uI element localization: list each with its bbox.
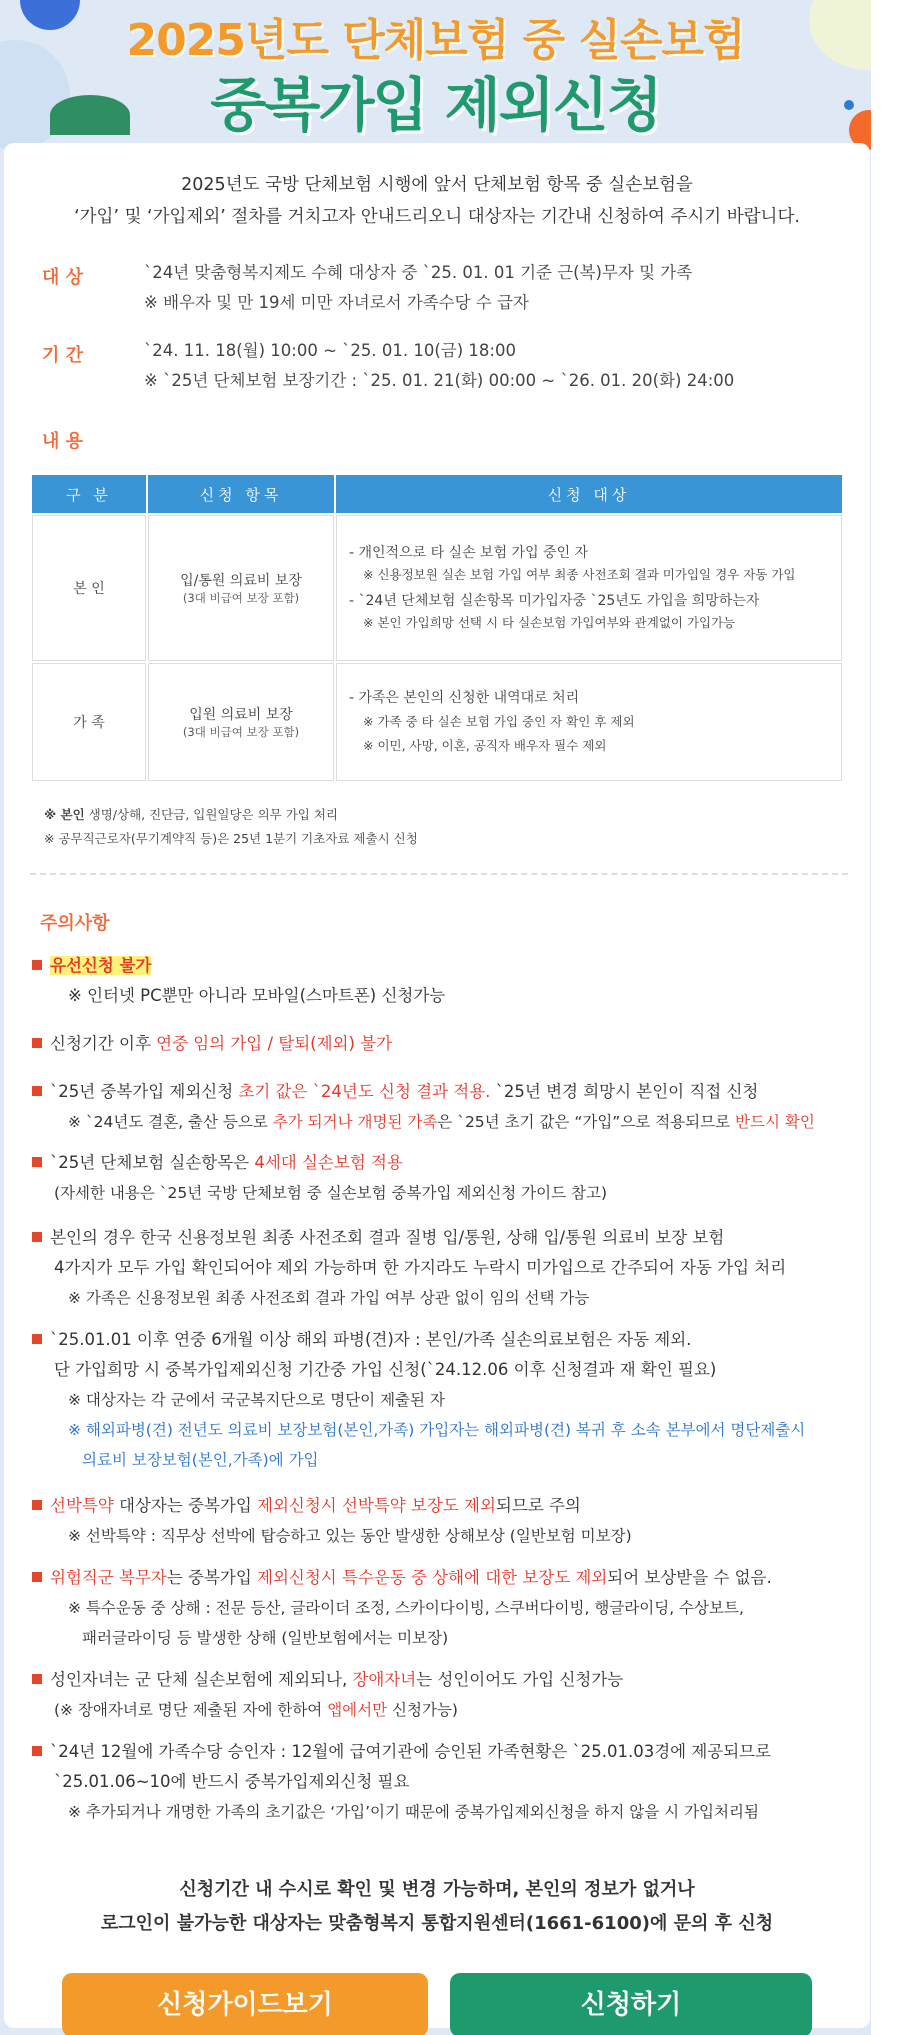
target-note: ※ 신용정보원 실손 보험 가입 여부 최종 사전조회 결과 미가입일 경우 자동 가입 — [363, 567, 796, 582]
caution-3-sub-a: ※ `24년도 결혼, 출산 등으로 — [68, 1113, 273, 1131]
intro-line-2: ‘가입’ 및 ‘가입제외’ 절차를 거치고자 안내드리오니 대상자는 기간내 신청하여 주시기 바랍니다. — [74, 207, 800, 227]
apply-button[interactable]: 신청하기 — [450, 1973, 812, 2035]
caution-3-c: `25년 변경 희망시 본인이 직접 신청 — [490, 1082, 759, 1101]
bullet-icon — [32, 1334, 42, 1344]
caution-10-line-2: `25.01.06~10에 반드시 중복가입제외신청 필요 — [54, 1772, 410, 1791]
caution-8-sub-1: ※ 특수운동 중 상해 : 전문 등산, 글라이더 조정, 스카이다이빙, 스쿠버다이빙, 행글라이딩, 수상보트, — [68, 1599, 744, 1617]
title-line-1: 2025년도 단체보험 중 실손보험 — [126, 15, 745, 66]
caution-9-sub — [32, 1695, 862, 1725]
caution-2-b: 연중 임의 가입 / 탈퇴(제외) 불가 — [156, 1034, 393, 1053]
caution-7-c: 제외신청시 선박특약 보장도 제외 — [257, 1496, 496, 1515]
item-sub: (3대 비급여 보장 포함) — [182, 725, 300, 739]
caution-4-b: 4세대 실손보험 적용 — [254, 1153, 403, 1172]
period-label: 기 간 — [42, 345, 84, 366]
table-row — [32, 515, 842, 661]
guide-button[interactable]: 신청가이드보기 — [62, 1973, 428, 2035]
footer-notice — [4, 1873, 870, 1941]
caution-9-b: 장애자녀 — [352, 1670, 417, 1689]
bullet-icon — [32, 1674, 42, 1684]
caution-3 — [32, 1077, 862, 1137]
divider — [30, 873, 848, 875]
caution-5-sub: ※ 가족은 신용정보원 최종 사전조회 결과 가입 여부 상관 없이 임의 선택 가능 — [68, 1289, 590, 1307]
table-notes — [44, 803, 418, 851]
caution-8-c: 제외신청시 특수운동 중 상해에 대한 보장도 제외 — [257, 1568, 608, 1587]
table-row — [32, 663, 842, 781]
item-sub: (3대 비급여 보장 포함) — [182, 591, 300, 605]
item-name: 입원 의료비 보장 — [189, 707, 293, 723]
footer-line-1: 신청기간 내 수시로 확인 및 변경 가능하며, 본인의 정보가 없거나 — [179, 1879, 695, 1900]
caution-9-sub-b: 앱에서만 — [327, 1701, 388, 1719]
application-table — [30, 473, 844, 783]
target-line: - 개인적으로 타 실손 보험 가입 중인 자 — [349, 545, 589, 561]
caution-8 — [32, 1563, 862, 1653]
caution-4-a: `25년 단체보험 실손항목은 — [50, 1153, 255, 1172]
caution-4 — [32, 1148, 862, 1208]
row-item — [148, 663, 334, 781]
caution-1-head: 유선신청 불가 — [50, 956, 152, 975]
footer-line-2: 로그인이 불가능한 대상자는 맞춤형복지 통합지원센터(1661-6100)에 문의 후 신청 — [100, 1913, 774, 1934]
row-category: 가 족 — [32, 663, 146, 781]
caution-5 — [32, 1223, 862, 1313]
caution-3-sub-b: 추가 되거나 개명된 가족 — [272, 1113, 438, 1131]
caution-8-d: 되어 보상받을 수 없음. — [607, 1568, 772, 1587]
caution-7-b: 대상자는 중복가입 — [113, 1496, 258, 1515]
content-label: 내 용 — [42, 431, 84, 452]
caution-6-line-1: `25.01.01 이후 연중 6개월 이상 해외 파병(견)자 : 본인/가족 실손의료보험은 자동 제외. — [50, 1330, 692, 1349]
row-target — [336, 515, 842, 661]
target-note: ※ 가족 중 타 실손 보험 가입 중인 자 확인 후 제외 — [363, 714, 635, 729]
caution-8-a: 위험직군 복무자 — [50, 1568, 167, 1587]
caution-4-sub: (자세한 내용은 `25년 국방 단체보험 중 실손보험 중복가입 제외신청 가이드 참고) — [54, 1184, 608, 1202]
caution-6-sub-1: ※ 대상자는 각 군에서 국군복지단으로 명단이 제출된 자 — [68, 1391, 445, 1409]
bullet-icon — [32, 960, 42, 970]
period-line-2: ※ `25년 단체보험 보장기간 : `25. 01. 21(화) 00:00 ~ `26. 01. 20(화) 24:00 — [144, 371, 735, 390]
target-note: ※ 본인 가입희망 선택 시 타 실손보험 가입여부와 관계없이 가입가능 — [363, 615, 736, 630]
caution-9-sub-a: (※ 장애자녀로 명단 제출된 자에 한하여 — [54, 1701, 328, 1719]
caution-5-line-1: 본인의 경우 한국 신용정보원 최종 사전조회 결과 질병 입/통원, 상해 입/통원 의료비 보장 보험 — [50, 1228, 725, 1247]
caution-1 — [32, 951, 862, 1011]
table-note-1 — [44, 803, 418, 827]
table-header: 신청 대상 — [336, 475, 842, 513]
right-margin — [871, 0, 909, 2035]
target-line-2: ※ 배우자 및 만 19세 미만 자녀로서 가족수당 수 급자 — [144, 293, 529, 312]
caution-3-sub-d: 반드시 확인 — [735, 1113, 815, 1131]
target-label: 대 상 — [42, 267, 84, 288]
target-note: ※ 이민, 사망, 이혼, 공직자 배우자 필수 제외 — [363, 738, 607, 753]
caution-10 — [32, 1737, 862, 1827]
caution-6-sub-3: 의료비 보장보험(본인,가족)에 가입 — [82, 1451, 319, 1469]
bullet-icon — [32, 1232, 42, 1242]
note-bold: ※ 본인 — [44, 807, 85, 822]
content-card — [4, 143, 870, 2028]
intro — [4, 169, 870, 233]
intro-line-1: 2025년도 국방 단체보험 시행에 앞서 단체보험 항목 중 실손보험을 — [181, 175, 693, 195]
caution-8-b: 는 중복가입 — [166, 1568, 258, 1587]
bullet-icon — [32, 1500, 42, 1510]
target-text — [144, 258, 692, 318]
item-name: 입/통원 의료비 보장 — [180, 573, 302, 589]
table-header: 신청 항목 — [148, 475, 334, 513]
period-text — [144, 336, 734, 396]
cautions-title: 주의사항 — [40, 913, 110, 934]
caution-7-a: 선박특약 — [50, 1496, 114, 1515]
caution-2 — [32, 1029, 862, 1059]
caution-9-sub-c: 신청가능) — [387, 1701, 458, 1719]
caution-6-line-2: 단 가입희망 시 중복가입제외신청 기간중 가입 신청(`24.12.06 이후 신청결과 재 확인 필요) — [54, 1360, 717, 1379]
caution-3-a: `25년 중복가입 제외신청 — [50, 1082, 239, 1101]
caution-3-sub-c: 은 `25년 초기 값은 “가입”으로 적용되므로 — [437, 1113, 735, 1131]
caution-5-line-2: 4가지가 모두 가입 확인되어야 제외 가능하며 한 가지라도 누락시 미가입으로 간주되어 자동 가입 처리 — [54, 1258, 787, 1277]
target-line: - 가족은 본인의 신청한 내역대로 처리 — [349, 690, 580, 706]
caution-2-a: 신청기간 이후 — [50, 1034, 157, 1053]
caution-9-c: 는 성인이어도 가입 신청가능 — [416, 1670, 624, 1689]
caution-3-sub — [32, 1107, 862, 1137]
caution-10-line-1: `24년 12월에 가족수당 승인자 : 12월에 급여기관에 승인된 가족현황은 `25.01.03경에 제공되므로 — [50, 1742, 772, 1761]
bullet-icon — [32, 1038, 42, 1048]
row-item — [148, 515, 334, 661]
caution-6-sub-2: ※ 해외파병(견) 전년도 의료비 보장보험(본인,가족) 가입자는 해외파병(견) 복귀 후 소속 본부에서 명단제출시 — [68, 1421, 806, 1439]
bullet-icon — [32, 1746, 42, 1756]
note-rest: 생명/상해, 진단금, 입원일당은 의무 가입 처리 — [84, 807, 339, 822]
caution-7-sub: ※ 선박특약 : 직무상 선박에 탑승하고 있는 동안 발생한 상해보상 (일반보험 미보장) — [68, 1527, 632, 1545]
caution-10-sub: ※ 추가되거나 개명한 가족의 초기값은 ‘가입’이기 때문에 중복가입제외신청을 하지 않을 시 가입처리됨 — [68, 1803, 759, 1821]
row-target — [336, 663, 842, 781]
bullet-icon — [32, 1086, 42, 1096]
caution-1-sub: ※ 인터넷 PC뿐만 아니라 모바일(스마트폰) 신청가능 — [68, 986, 446, 1005]
table-header: 구 분 — [32, 475, 146, 513]
target-line-1: `24년 맞춤형복지제도 수혜 대상자 중 `25. 01. 01 기준 근(복)무자 및 가족 — [144, 263, 693, 282]
target-line: - `24년 단체보험 실손항목 미가입자중 `25년도 가입을 희망하는자 — [349, 593, 760, 609]
caution-6 — [32, 1325, 862, 1475]
row-category: 본 인 — [32, 515, 146, 661]
bullet-icon — [32, 1157, 42, 1167]
bullet-icon — [32, 1572, 42, 1582]
title-line-2: 중복가입 제외신청 — [210, 71, 661, 139]
caution-9 — [32, 1665, 862, 1725]
caution-7 — [32, 1491, 862, 1551]
caution-9-a: 성인자녀는 군 단체 실손보험에 제외되나, — [50, 1670, 353, 1689]
caution-3-b: 초기 값은 `24년도 신청 결과 적용. — [238, 1082, 491, 1101]
period-line-1: `24. 11. 18(월) 10:00 ~ `25. 01. 10(금) 18:00 — [144, 341, 516, 360]
table-note-2: ※ 공무직근로자(무기계약직 등)은 25년 1분기 기초자료 제출시 신청 — [44, 831, 418, 846]
caution-8-sub-2: 패러글라이딩 등 발생한 상해 (일반보험에서는 미보장) — [82, 1629, 449, 1647]
caution-7-d: 되므로 주의 — [495, 1496, 581, 1515]
